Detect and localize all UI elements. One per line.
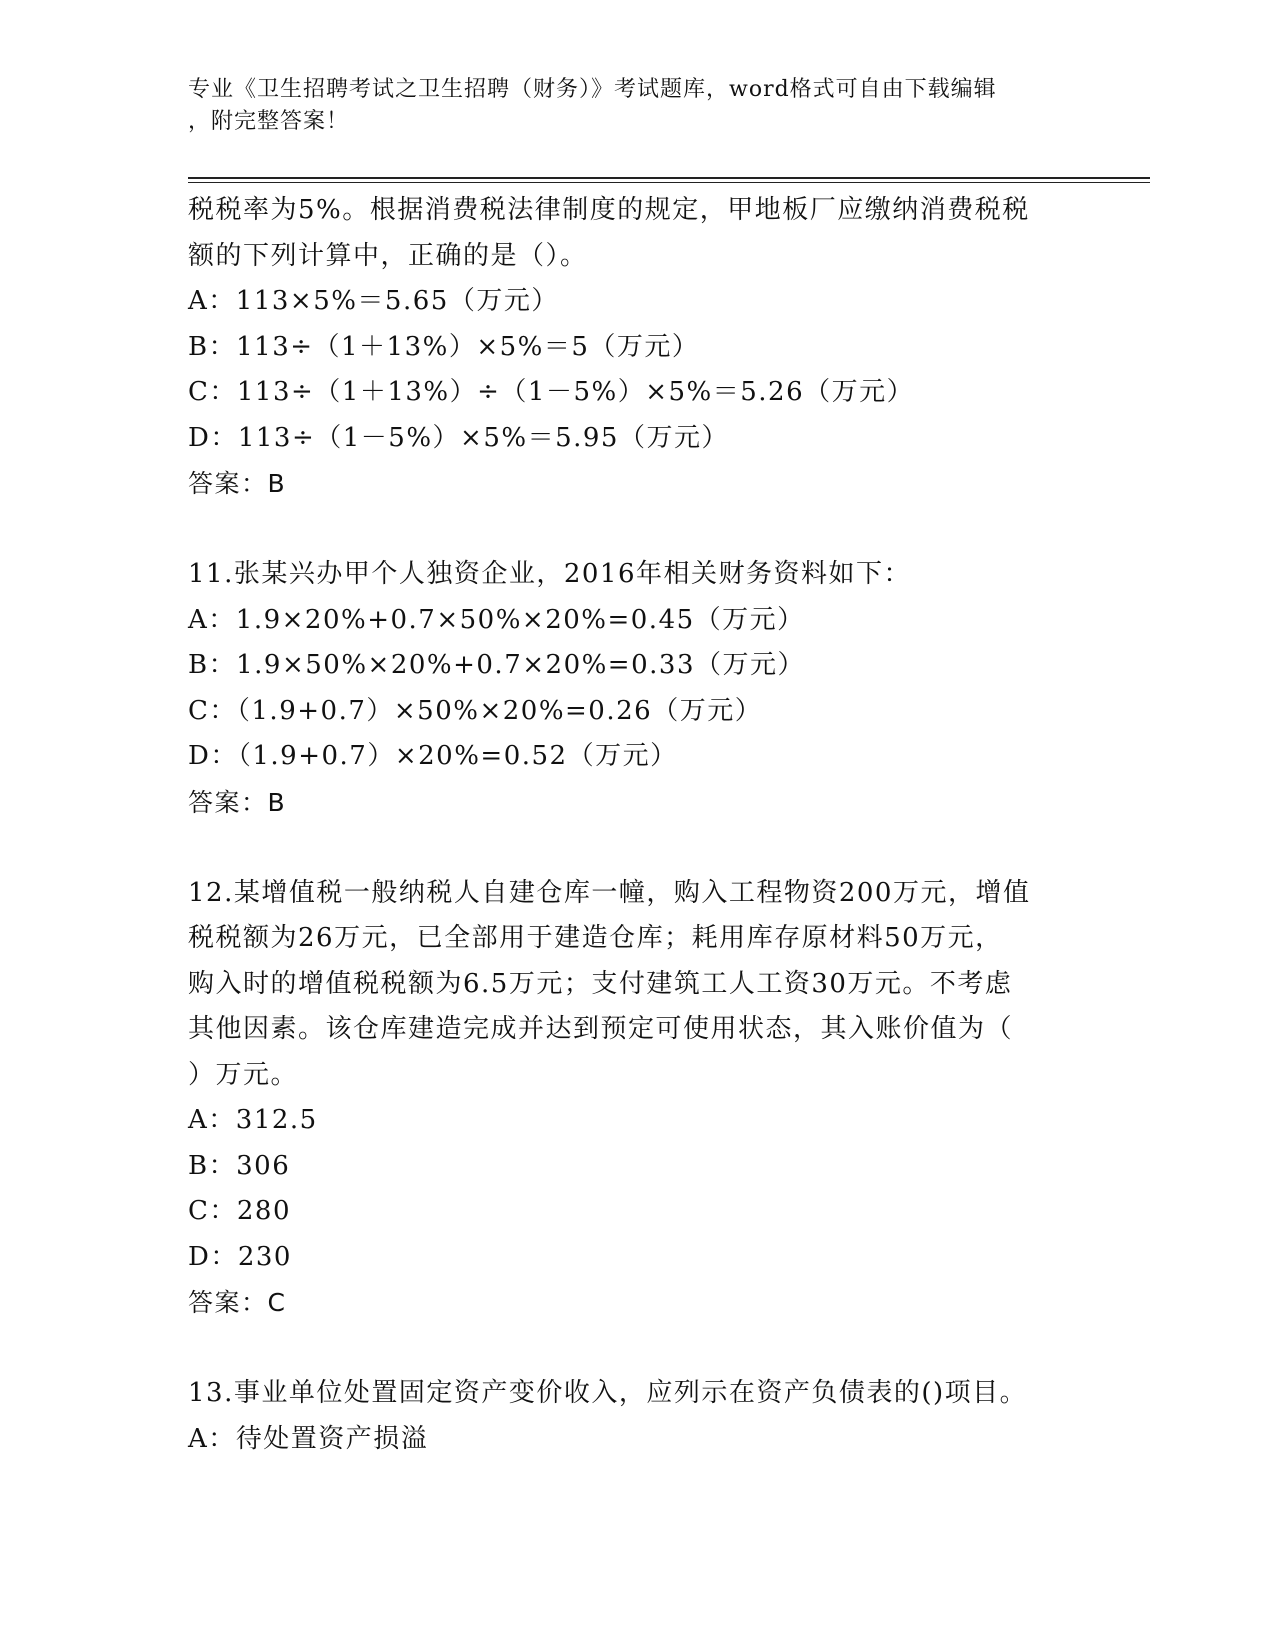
question-13	[188, 1371, 1088, 1462]
answer-label: 答案：C	[188, 1288, 287, 1317]
header-title-line-1: 专业《卫生招聘考试之卫生招聘（财务）》考试题库，word格式可自由下载编辑	[188, 77, 997, 102]
question-10	[188, 188, 1088, 507]
answer-label: 答案：B	[188, 787, 287, 817]
option-a: A：待处置资产损溢	[188, 1423, 429, 1454]
option-a: A：113×5%＝5.65（万元）	[188, 286, 559, 316]
option-b: B：306	[188, 1150, 291, 1181]
question-stem-line: 购入时的增值税税额为6.5万元；支付建筑工人工资30万元。不考虑	[188, 968, 1013, 999]
spacer	[188, 825, 1088, 871]
question-stem-line: 其他因素。该仓库建造完成并达到预定可使用状态，其入账价值为（	[188, 1014, 1014, 1044]
option-c: C：280	[188, 1196, 292, 1226]
document-header	[188, 74, 1088, 138]
spacer	[188, 507, 1088, 553]
question-stem-line: 12.某增值税一般纳税人自建仓库一幢，购入工程物资200万元，增值	[188, 877, 1031, 908]
question-stem-line: 11.张某兴办甲个人独资企业，2016年相关财务资料如下：	[188, 559, 912, 589]
header-divider-thin	[188, 182, 1150, 183]
spacer	[188, 1326, 1088, 1372]
option-a: A：1.9×20%+0.7×50%×20%=0.45（万元）	[188, 604, 805, 635]
option-b: B：113÷（1＋13%）×5%＝5（万元）	[188, 331, 700, 362]
question-stem-line: 额的下列计算中，正确的是（）。	[188, 240, 588, 271]
option-c: C：113÷（1＋13%）÷（1－5%）×5%＝5.26（万元）	[188, 377, 915, 407]
question-12	[188, 871, 1088, 1326]
header-divider-thick	[188, 177, 1150, 179]
option-d: D：113÷（1－5%）×5%＝5.95（万元）	[188, 422, 729, 453]
option-c: C：（1.9+0.7）×50%×20%=0.26（万元）	[188, 695, 763, 726]
question-stem-line: 税税率为5%。根据消费税法律制度的规定，甲地板厂应缴纳消费税税	[188, 195, 1030, 225]
option-b: B：1.9×50%×20%+0.7×20%=0.33（万元）	[188, 650, 805, 680]
question-stem-line: 13.事业单位处置固定资产变价收入，应列示在资产负债表的()项目。	[188, 1378, 1028, 1408]
document-body	[188, 188, 1088, 1462]
header-title-line-2: ，附完整答案！	[188, 109, 350, 134]
question-stem-line: 税税额为26万元，已全部用于建造仓库；耗用库存原材料50万元，	[188, 923, 1003, 953]
question-11	[188, 552, 1088, 825]
answer-label: 答案：B	[188, 469, 287, 498]
option-d: D：（1.9+0.7）×20%=0.52（万元）	[188, 741, 678, 771]
option-d: D：230	[188, 1241, 292, 1272]
question-stem-line: ）万元。	[188, 1059, 299, 1090]
option-a: A：312.5	[188, 1105, 318, 1135]
